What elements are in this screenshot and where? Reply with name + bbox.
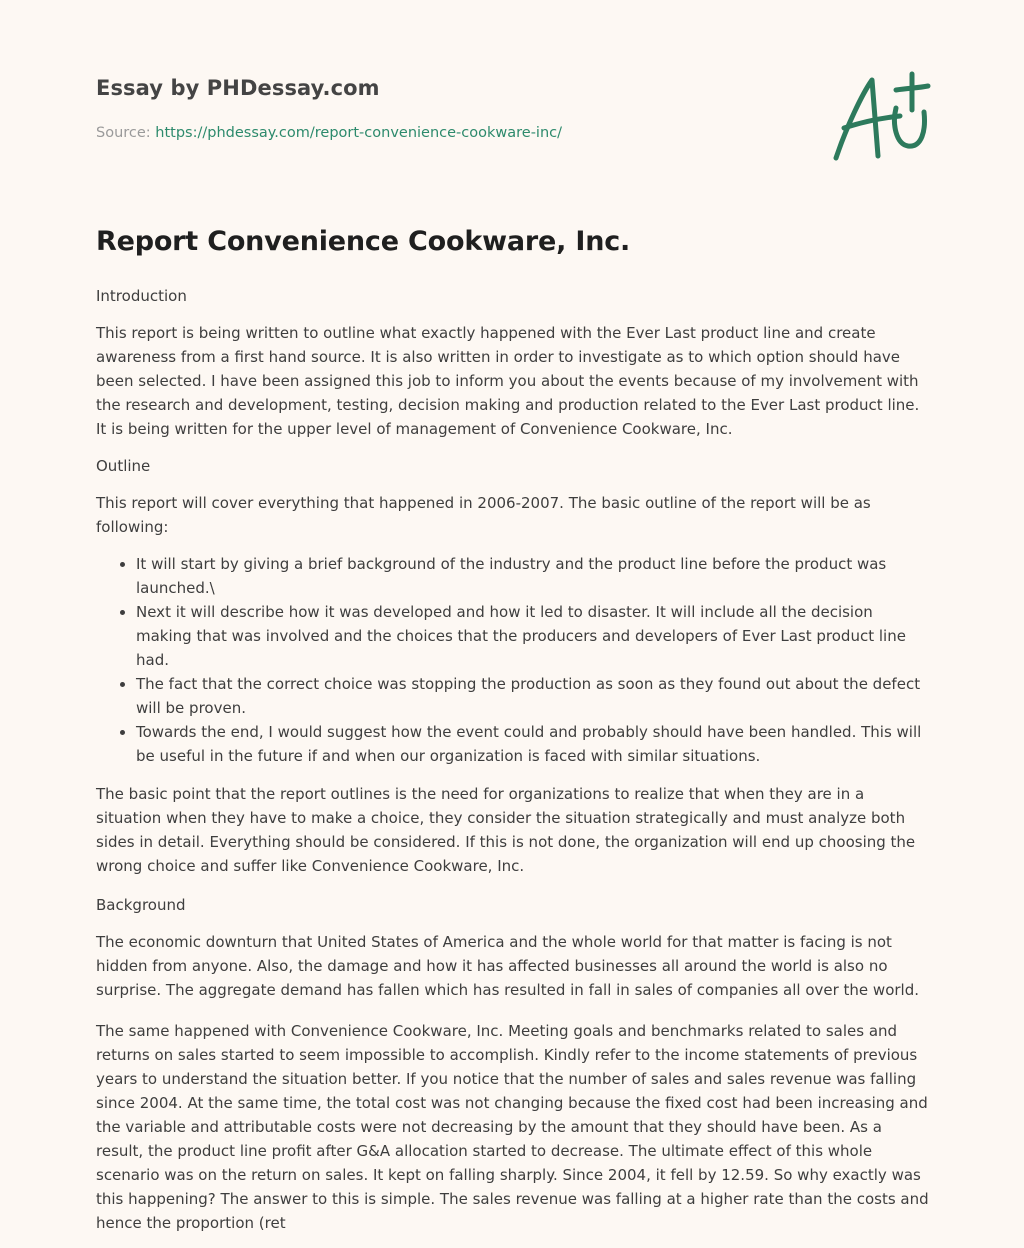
paragraph-summary: The basic point that the report outlines is the need for organizations to realize that when they are in a situation when they have to make a choice, they consider the situation strategically and must analyze both sides in detail. Everything should be considered. If this is not done, the organization will end up choosing the wrong choice and suffer like Convenience Cookware, Inc. bbox=[96, 785, 916, 875]
site-title: Essay by PHDessay.com bbox=[96, 76, 380, 100]
list-item: • Next it will describe how it was developed and how it led to disaster. It will include all the decision making that was involved and the choices that the producers and developers of Ever Last product line had. bbox=[136, 600, 932, 672]
outline-list bbox=[96, 552, 932, 768]
source-label: Source: bbox=[96, 125, 151, 141]
source-line bbox=[96, 125, 562, 141]
section-heading-outline: Outline bbox=[96, 457, 151, 475]
header bbox=[96, 0, 928, 200]
list-item: • The fact that the correct choice was stopping the production as soon as they found out about the defect will be proven. bbox=[136, 672, 932, 720]
page-title: Report Convenience Cookware, Inc. bbox=[96, 226, 631, 257]
source-link[interactable]: https://phdessay.com/report-convenience-cookware-inc/ bbox=[155, 125, 562, 141]
paragraph-introduction: This report is being written to outline what exactly happened with the Ever Last product line and create awareness from a first hand source. It is also written in order to investigate as to which option should have been selected. I have been assigned this job to inform you about the events because of my involvement with the research and development, testing, decision making and production related to the Ever Last product line. It is being written for the upper level of management of Convenience Cookware, Inc. bbox=[96, 324, 920, 438]
article-body bbox=[96, 284, 932, 1248]
paragraph-background-1: The economic downturn that United States of America and the whole world for that matter is facing is not hidden from anyone. Also, the damage and how it has affected businesses all around the world is also no surprise. The aggregate demand has fallen which has resulted in fall in sales of companies all over the world. bbox=[96, 933, 920, 999]
list-item: • It will start by giving a brief background of the industry and the product line before the product was launched.\ bbox=[136, 552, 932, 600]
a-plus-logo-icon bbox=[822, 64, 932, 164]
section-heading-background: Background bbox=[96, 896, 186, 914]
paragraph-outline: This report will cover everything that happened in 2006-2007. The basic outline of the report will be as following: bbox=[96, 494, 871, 536]
paragraph-background-2: The same happened with Convenience Cookware, Inc. Meeting goals and benchmarks related to sales and returns on sales started to seem impossible to accomplish. Kindly refer to the income statements of previous years to understand the situation better. If you notice that the number of sales and sales revenue was falling since 2004. At the same time, the total cost was not changing because the fixed cost had been increasing and the variable and attributable costs were not decreasing by the amount that they should have been. As a result, the product line profit after G&A allocation started to decrease. The ultimate effect of this whole scenario was on the return on sales. It kept on falling sharply. Since 2004, it fell by 12.59. So why exactly was this happening? The answer to this is simple. The sales revenue was falling at a higher rate than the costs and hence the proportion (ret bbox=[96, 1022, 929, 1232]
list-item: • Towards the end, I would suggest how the event could and probably should have been handled. This will be useful in the future if and when our organization is faced with similar situations. bbox=[136, 720, 932, 768]
section-heading-introduction: Introduction bbox=[96, 287, 187, 305]
